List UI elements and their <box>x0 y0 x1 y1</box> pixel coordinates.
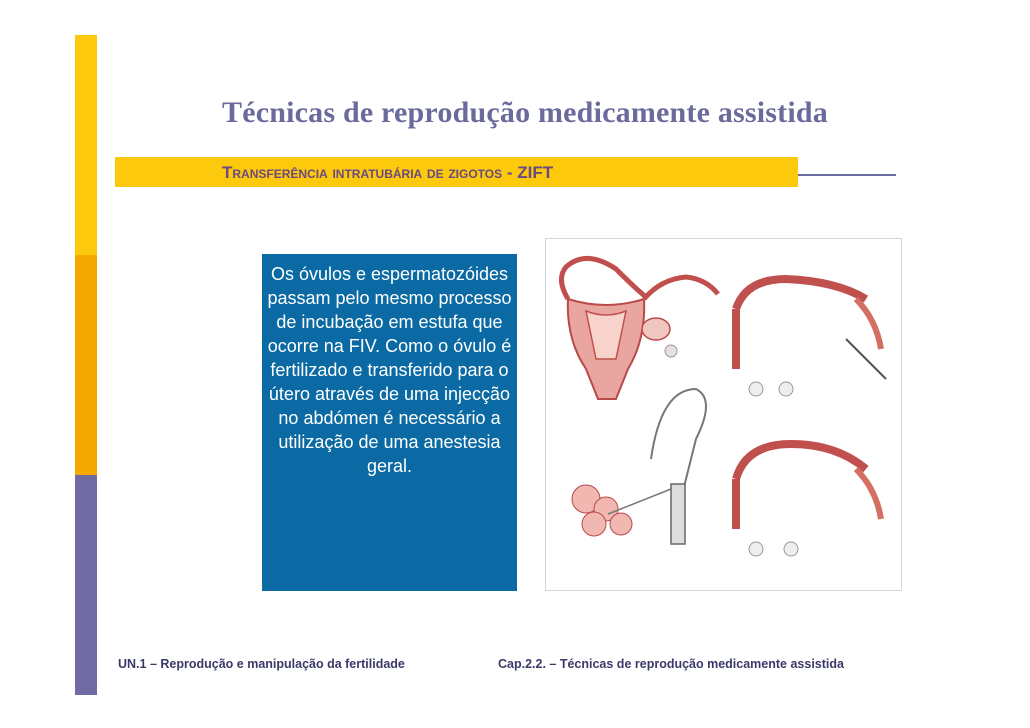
subtitle-rule <box>798 174 896 176</box>
description-box <box>262 254 517 591</box>
sidebar-accent-top <box>75 35 97 255</box>
uterus-diagram <box>561 258 718 399</box>
slide-title: Técnicas de reprodução medicamente assistida <box>222 96 828 129</box>
slide-subtitle: Transferência intratubária de zigotos - ZIFT <box>222 163 554 182</box>
tube-catheter-diagram-top <box>736 279 886 396</box>
tube-catheter-diagram-bottom <box>736 444 881 556</box>
zift-illustration <box>545 238 902 591</box>
sidebar-accent-middle <box>75 255 97 475</box>
zift-diagram-image <box>546 239 901 590</box>
description-text: Os óvulos e espermatozóides passam pelo mesmo processo de incubação em estufa que ocorre na FIV. Como o óvulo é fertilizado e transferido para o útero através de uma injecção no abdómen é necessário a utilização de uma anestesia geral. <box>267 264 512 476</box>
needle-ovary-diagram <box>572 389 706 544</box>
footer-unit: UN.1 – Reprodução e manipulação da fertilidade <box>118 657 405 671</box>
sidebar-accent-bottom <box>75 475 97 695</box>
footer-chapter: Cap.2.2. – Técnicas de reprodução medicamente assistida <box>498 657 844 671</box>
